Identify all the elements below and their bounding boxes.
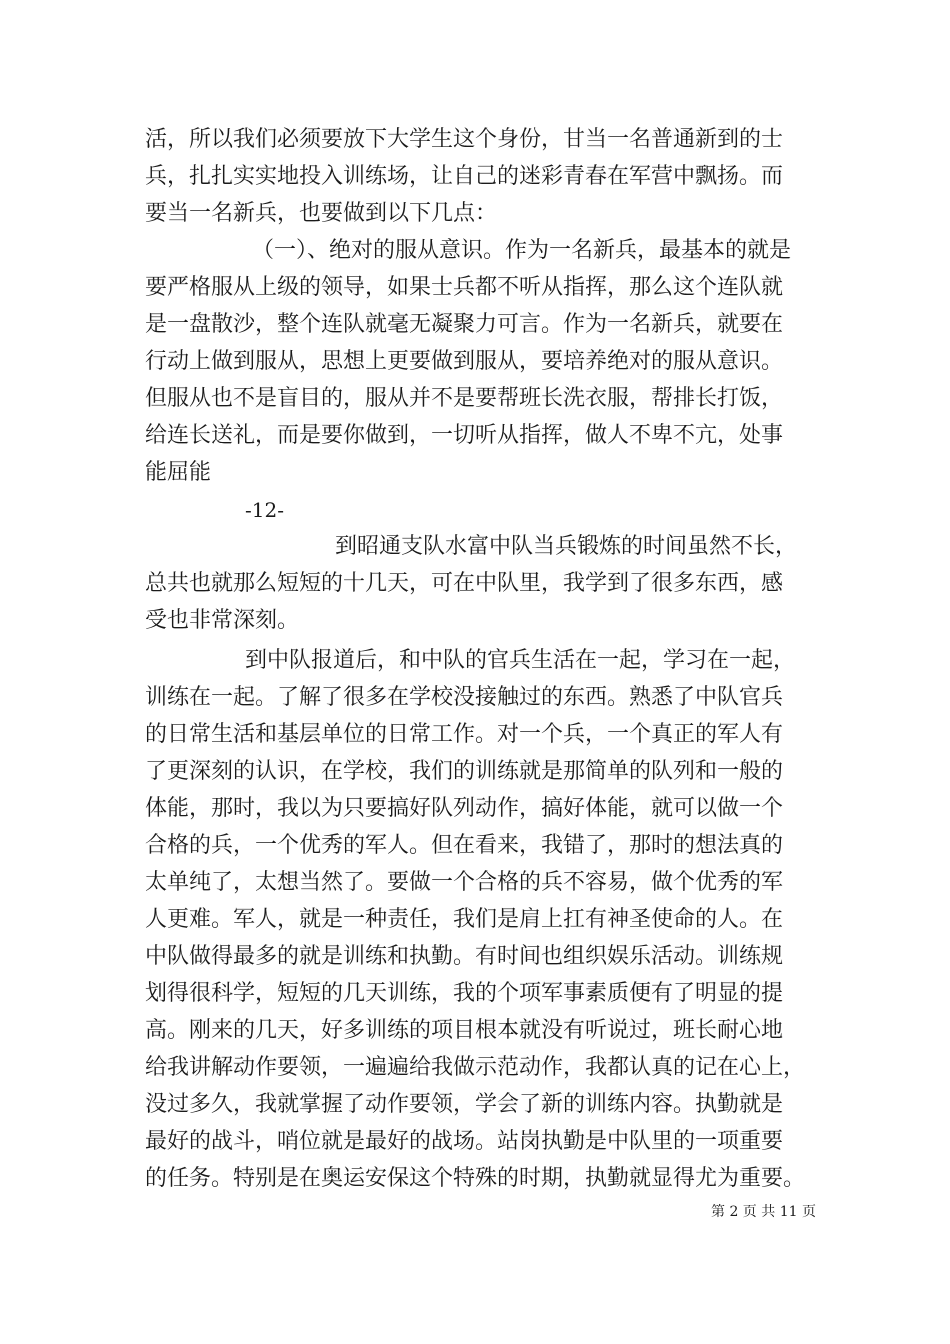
page-marker: -12-	[245, 498, 284, 522]
text-line: 最好的战斗，哨位就是最好的战场。站岗执勤是中队里的一项重要	[145, 1129, 784, 1154]
text-line: 受也非常深刻。	[145, 608, 300, 633]
text-line: 太单纯了，太想当然了。要做一个合格的兵不容易，做个优秀的军	[145, 870, 784, 895]
text-line: （一）、绝对的服从意识。作为一名新兵，最基本的就是	[252, 238, 792, 263]
text-line: 没过多久，我就掌握了动作要领，学会了新的训练内容。执勤就是	[145, 1092, 784, 1117]
text-line: 给我讲解动作要领，一遍遍给我做示范动作，我都认真的记在心上，	[145, 1055, 806, 1080]
text-line: 要当一名新兵，也要做到以下几点：	[145, 201, 498, 226]
text-line: 能屈能	[145, 460, 212, 485]
text-line: 中队做得最多的就是训练和执勤。有时间也组织娱乐活动。训练规	[145, 944, 784, 969]
text-line: 高。刚来的几天，好多训练的项目根本就没有听说过，班长耐心地	[145, 1018, 784, 1043]
text-line: 人更难。军人，就是一种责任，我们是肩上扛有神圣使命的人。在	[145, 907, 784, 932]
text-line: 给连长送礼，而是要你做到，一切听从指挥，做人不卑不亢，处事	[145, 423, 784, 448]
text-line: 总共也就那么短短的十几天，可在中队里，我学到了很多东西，感	[145, 571, 784, 596]
text-line: 行动上做到服从，思想上更要做到服从，要培养绝对的服从意识。	[145, 349, 784, 374]
text-line: 活，所以我们必须要放下大学生这个身份，甘当一名普通新到的士	[145, 127, 784, 152]
text-line: 是一盘散沙，整个连队就毫无凝聚力可言。作为一名新兵，就要在	[145, 312, 784, 337]
text-line: 了更深刻的认识，在学校，我们的训练就是那简单的队列和一般的	[145, 759, 784, 784]
text-line: 兵，扎扎实实地投入训练场，让自己的迷彩青春在军营中飘扬。而	[145, 164, 784, 189]
text-line: 的任务。特别是在奥运安保这个特殊的时期，执勤就显得尤为重要。	[145, 1166, 806, 1191]
text-line: 体能，那时，我以为只要搞好队列动作，搞好体能，就可以做一个	[145, 796, 784, 821]
text-line: 训练在一起。了解了很多在学校没接触过的东西。熟悉了中队官兵	[145, 685, 784, 710]
text-line: 的日常生活和基层单位的日常工作。对一个兵，一个真正的军人有	[145, 722, 784, 747]
text-line: 合格的兵，一个优秀的军人。但在看来，我错了，那时的想法真的	[145, 833, 784, 858]
text-line: 划得很科学，短短的几天训练，我的个项军事素质便有了明显的提	[145, 981, 784, 1006]
text-line: 要严格服从上级的领导，如果士兵都不听从指挥，那么这个连队就	[145, 275, 784, 300]
page-footer: 第 2 页 共 11 页	[711, 1204, 816, 1220]
text-line: 但服从也不是盲目的，服从并不是要帮班长洗衣服，帮排长打饭，	[145, 386, 784, 411]
text-line: 到昭通支队水富中队当兵锻炼的时间虽然不长，	[335, 534, 798, 559]
text-line: 到中队报道后，和中队的官兵生活在一起，学习在一起，	[245, 648, 796, 673]
